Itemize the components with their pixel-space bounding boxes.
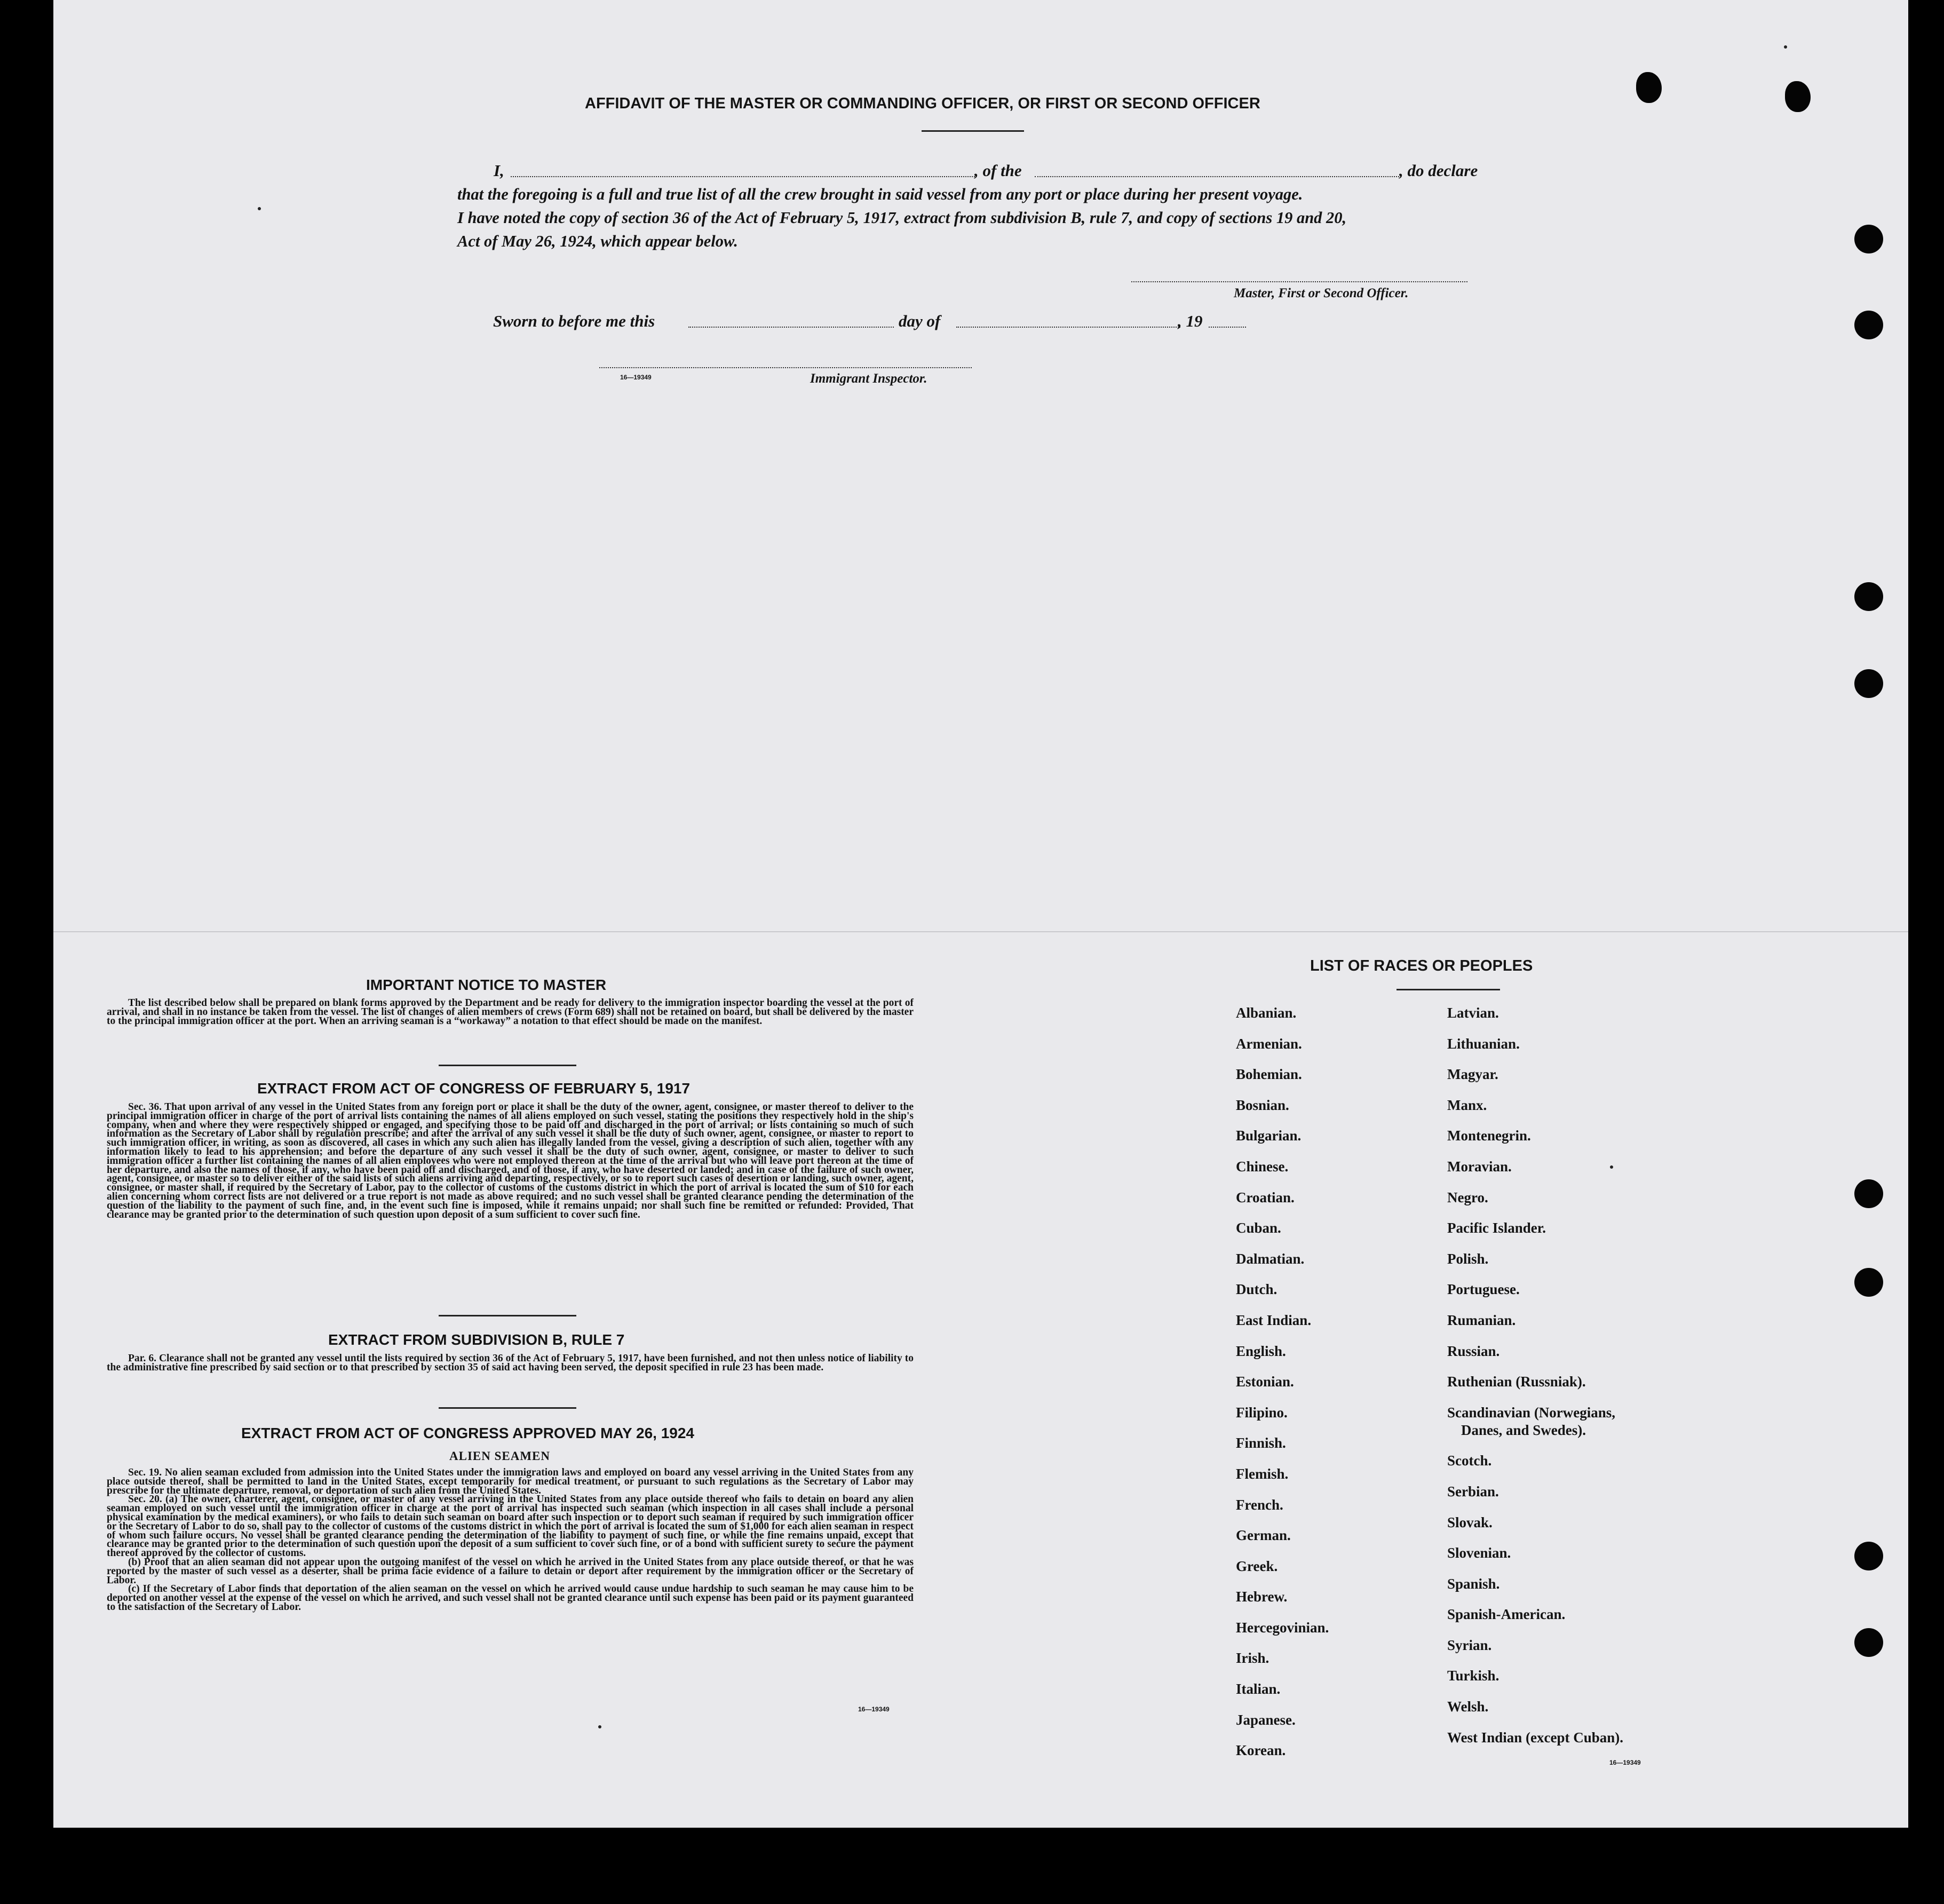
ink-speck <box>258 207 261 210</box>
section-divider <box>439 1065 576 1066</box>
race-list-item: Armenian. <box>1236 1035 1302 1052</box>
extract-form-number: 16—19349 <box>858 1705 890 1713</box>
punch-hole <box>1854 669 1883 698</box>
affidavit-do-declare: , do declare <box>1399 161 1478 180</box>
inspector-signature-blank <box>599 367 972 368</box>
affidavit-line3: I have noted the copy of section 36 of the Act of February 5, 1917, extract from subdivision B, rule 7, and copy of sections 19 and 20, <box>457 209 1347 227</box>
race-list-item: Russian. <box>1447 1343 1500 1359</box>
par6-paragraph: Par. 6. Clearance shall not be granted any vessel until the lists required by section 36 of the Act of February 5, 1917, have been furnished, and not then unless notice of liability to the administrative fine prescribed by said section or to that prescribed by section 35 of said act having been served, the deposit specified in rule 23 has been made. <box>107 1353 914 1373</box>
sec20b-paragraph: (b) Proof that an alien seaman did not appear upon the outgoing manifest of the vessel on which he arrived in the United States from any place outside thereof, or that he was reported by the master of such vessel as a deserter, shall be prima facie evidence of a failure to detain or deport after requirement by the immigration officer or the Secretary of Labor. <box>107 1556 914 1586</box>
race-list-item: Montenegrin. <box>1447 1128 1531 1144</box>
race-list-item: Portuguese. <box>1447 1281 1520 1298</box>
race-list-item: Greek. <box>1236 1558 1278 1574</box>
race-list-item: Spanish-American. <box>1447 1606 1566 1623</box>
race-list-item: Bosnian. <box>1236 1097 1289 1113</box>
race-list-item: Slovenian. <box>1447 1545 1511 1561</box>
extract-1924-title: EXTRACT FROM ACT OF CONGRESS APPROVED MAY 26, 1924 <box>241 1425 694 1441</box>
signature-label: Master, First or Second Officer. <box>1234 286 1409 300</box>
race-list-item: Danes, and Swedes). <box>1461 1422 1586 1438</box>
race-list-item: Ruthenian (Russniak). <box>1447 1374 1586 1390</box>
affidavit-of-the: , of the <box>974 161 1022 180</box>
race-list-item: Cuban. <box>1236 1220 1281 1236</box>
race-list-item: Filipino. <box>1236 1404 1288 1421</box>
ink-speck <box>1784 45 1787 49</box>
section-divider <box>439 1407 576 1409</box>
name-blank <box>511 176 975 177</box>
extract-rule7-body <box>107 1354 914 1373</box>
race-list-item: Scandinavian (Norwegians, <box>1447 1404 1616 1421</box>
sworn-year-blank <box>1209 327 1246 328</box>
ink-speck <box>598 1725 601 1728</box>
race-list-item: Latvian. <box>1447 1005 1499 1021</box>
extract-1917-title: EXTRACT FROM ACT OF CONGRESS OF FEBRUARY 5, 1917 <box>257 1080 691 1097</box>
race-list-item: Albanian. <box>1236 1005 1297 1021</box>
alien-seamen-subtitle: ALIEN SEAMEN <box>449 1449 551 1463</box>
extract-1917-body <box>107 1103 914 1219</box>
notice-paragraph: The list described below shall be prepared on blank forms approved by the Department and be ready for delivery to the immigration inspector boarding the vessel at the port of arrival, and shall in no instance be taken from the vessel. The list of changes of alien members of crews (Form 689) shall not be retained on board, but shall be delivered by the master to the principal immigration officer at the port. When an arriving seaman is a “workaway” a notation to that effect should be made on the manifest. <box>107 997 914 1027</box>
notice-body <box>107 999 914 1026</box>
sworn-prefix: Sworn to before me this <box>493 312 655 330</box>
race-list-item: West Indian (except Cuban). <box>1447 1729 1624 1746</box>
race-list-item: Korean. <box>1236 1742 1286 1759</box>
race-list-item: Syrian. <box>1447 1637 1492 1653</box>
sworn-day-of: day of <box>899 312 941 330</box>
race-list-item: Irish. <box>1236 1650 1269 1667</box>
race-list-item: East Indian. <box>1236 1312 1312 1328</box>
punch-hole <box>1636 72 1662 103</box>
race-list-item: Polish. <box>1447 1250 1489 1267</box>
signature-blank <box>1131 281 1467 282</box>
sec20c-paragraph: (c) If the Secretary of Labor finds that deportation of the alien seaman on the vessel on which he arrived would cause undue hardship to such seaman he may cause him to be deported on another vessel at the expense of the vessel on which he arrived, and such vessel shall not be granted clearance until such expense has been paid or its payment guaranteed to the satisfaction of the Secretary of Labor. <box>107 1583 914 1613</box>
race-list-item: Slovak. <box>1447 1514 1493 1530</box>
race-list-item: Lithuanian. <box>1447 1035 1520 1052</box>
inspector-label: Immigrant Inspector. <box>810 371 927 386</box>
races-title: LIST OF RACES OR PEOPLES <box>1310 957 1533 974</box>
race-list-item: Pacific Islander. <box>1447 1220 1546 1236</box>
sworn-month-blank <box>956 327 1180 328</box>
affidavit-title: AFFIDAVIT OF THE MASTER OR COMMANDING OFFICER, OR FIRST OR SECOND OFFICER <box>585 95 1260 112</box>
punch-hole <box>1854 1542 1883 1570</box>
race-list-item: Italian. <box>1236 1681 1281 1697</box>
affidavit-i: I, <box>494 161 504 180</box>
vessel-blank <box>1035 176 1401 177</box>
sec19-paragraph: Sec. 19. No alien seaman excluded from admission into the United States under the immigration laws and employed on board any vessel arriving in the United States from any place outside thereof, shall be permitted to land in the United States, except temporarily for medical treatment, or pursuant to such regulations as the Secretary of Labor may prescribe for the ultimate departure, removal, or deportation of such alien from the United States. <box>107 1467 914 1496</box>
race-list-item: Croatian. <box>1236 1189 1295 1205</box>
race-list-item: Bulgarian. <box>1236 1128 1302 1144</box>
race-list-item: French. <box>1236 1496 1283 1513</box>
race-list-item: Turkish. <box>1447 1668 1499 1684</box>
race-list-item: Magyar. <box>1447 1066 1498 1083</box>
race-list-item: Estonian. <box>1236 1374 1294 1390</box>
notice-title: IMPORTANT NOTICE TO MASTER <box>366 977 607 993</box>
races-left-column <box>1236 1005 1329 1773</box>
extract-1924-body <box>107 1469 914 1612</box>
race-list-item: Dutch. <box>1236 1281 1278 1298</box>
race-list-item: Hebrew. <box>1236 1589 1288 1605</box>
race-list-item: Serbian. <box>1447 1483 1499 1500</box>
races-form-number: 16—19349 <box>1609 1759 1641 1766</box>
punch-hole <box>1785 81 1811 112</box>
punch-hole <box>1854 1628 1883 1657</box>
races-right-column <box>1447 1005 1623 1760</box>
race-list-item: German. <box>1236 1527 1291 1544</box>
affidavit-line4: Act of May 26, 1924, which appear below. <box>457 232 738 250</box>
sec36-paragraph: Sec. 36. That upon arrival of any vessel in the United States from any foreign port or place it shall be the duty of the owner, agent, consignee, or master thereof to deliver to the principal immigration officer in charge of the port of arrival lists containing the names of all aliens employed on such vessel, stating the positions they respectively hold in the ship's company, when and where they were respectively shipped or engaged, and specifying those to be paid off and discharged in the port of arrival; or lists containing so much of such information as the Secretary of Labor shall by regulation prescribe; and after the arrival of any such vessel it shall be the duty of such owner, agent, consignee, or master to report to such immigration officer, in writing, as soon as discovered, all cases in which any such alien has illegally landed from the vessel, giving a description of such alien, together with any information likely to lead to his apprehension; and before the departure of any such vessel it shall be the duty of such owner, agent, consignee, or master to deliver to such immigration officer a further list containing the names of all alien employees who were not employed thereon at the time of the arrival but who will leave port thereon at the time of her departure, and also the names of those, if any, who have been paid off and discharged, and of those, if any, who have deserted or landed; and in case of the failure of such owner, agent, consignee, or master so to deliver either of the said lists of such aliens arriving and departing, respectively, or so to report such cases of desertion or landing, such owner, agent, consignee, or master shall, if required by the Secretary of Labor, pay to the collector of customs of the customs district in which the port of arrival is located the sum of $10 for each alien concerning whom correct lists are not delivered or a true report is not made as above required; and no such vessel shall be granted clearance pending the determination of the question of the liability to the payment of such fine, and, in the event such fine is imposed, while it remains unpaid; nor shall such fine be remitted or refunded: Provided, That clearance may be granted prior to the determination of such question upon deposit of a sum sufficient to cover such fine. <box>107 1101 914 1220</box>
race-list-item: Chinese. <box>1236 1158 1289 1175</box>
race-list-item: Spanish. <box>1447 1575 1500 1592</box>
race-list-item: Scotch. <box>1447 1453 1492 1469</box>
fold-line <box>53 931 1908 932</box>
race-list-item: Japanese. <box>1236 1711 1296 1728</box>
race-list-item: English. <box>1236 1343 1286 1359</box>
race-list-item: Rumanian. <box>1447 1312 1516 1328</box>
race-list-item: Flemish. <box>1236 1465 1289 1482</box>
affidavit-form-number: 16—19349 <box>620 374 652 381</box>
race-list-item: Moravian. <box>1447 1158 1512 1175</box>
sec20a-paragraph: Sec. 20. (a) The owner, charterer, agent, consignee, or master of any vessel arriving in the United States from any place outside thereof who fails to detain on board any alien seaman employed on such vessel until the immigration officer in charge at the port of arrival has inspected such seaman (which inspection in all cases shall include a personal physical examination by the medical examiners), or who fails to detain such seaman on board after such inspection or to deport such seaman if required by such immigration officer or the Secretary of Labor to do so, shall pay to the collector of customs of the customs district in which the port of arrival is located the sum of $1,000 for each alien seaman in respect of whom such failure occurs. No vessel shall be granted clearance pending the determination of the liability to payment of such fine, or while the fine remains unpaid, except that clearance may be granted prior to the determination of such question upon the deposit of a sum sufficient to cover such fine, or of a bond with sufficient surety to secure the payment thereof approved by the collector of customs. <box>107 1494 914 1559</box>
race-list-item: Negro. <box>1447 1189 1488 1205</box>
title-underline <box>922 130 1024 132</box>
extract-rule7-title: EXTRACT FROM SUBDIVISION B, RULE 7 <box>328 1331 625 1348</box>
race-list-item: Finnish. <box>1236 1435 1286 1451</box>
race-list-item: Hercegovinian. <box>1236 1619 1329 1636</box>
punch-hole <box>1854 225 1883 253</box>
punch-hole <box>1854 1179 1883 1208</box>
punch-hole <box>1854 582 1883 611</box>
section-divider <box>439 1315 576 1316</box>
sworn-day-blank <box>688 327 894 328</box>
punch-hole <box>1854 311 1883 339</box>
races-title-underline <box>1396 989 1500 990</box>
punch-hole <box>1854 1268 1883 1297</box>
race-list-item: Manx. <box>1447 1097 1487 1113</box>
race-list-item: Dalmatian. <box>1236 1250 1305 1267</box>
race-list-item: Bohemian. <box>1236 1066 1302 1083</box>
affidavit-line2: that the foregoing is a full and true list of all the crew brought in said vessel from any port or place during her present voyage. <box>457 185 1303 203</box>
race-list-item: Welsh. <box>1447 1699 1489 1715</box>
sworn-year: , 19 <box>1178 312 1203 330</box>
